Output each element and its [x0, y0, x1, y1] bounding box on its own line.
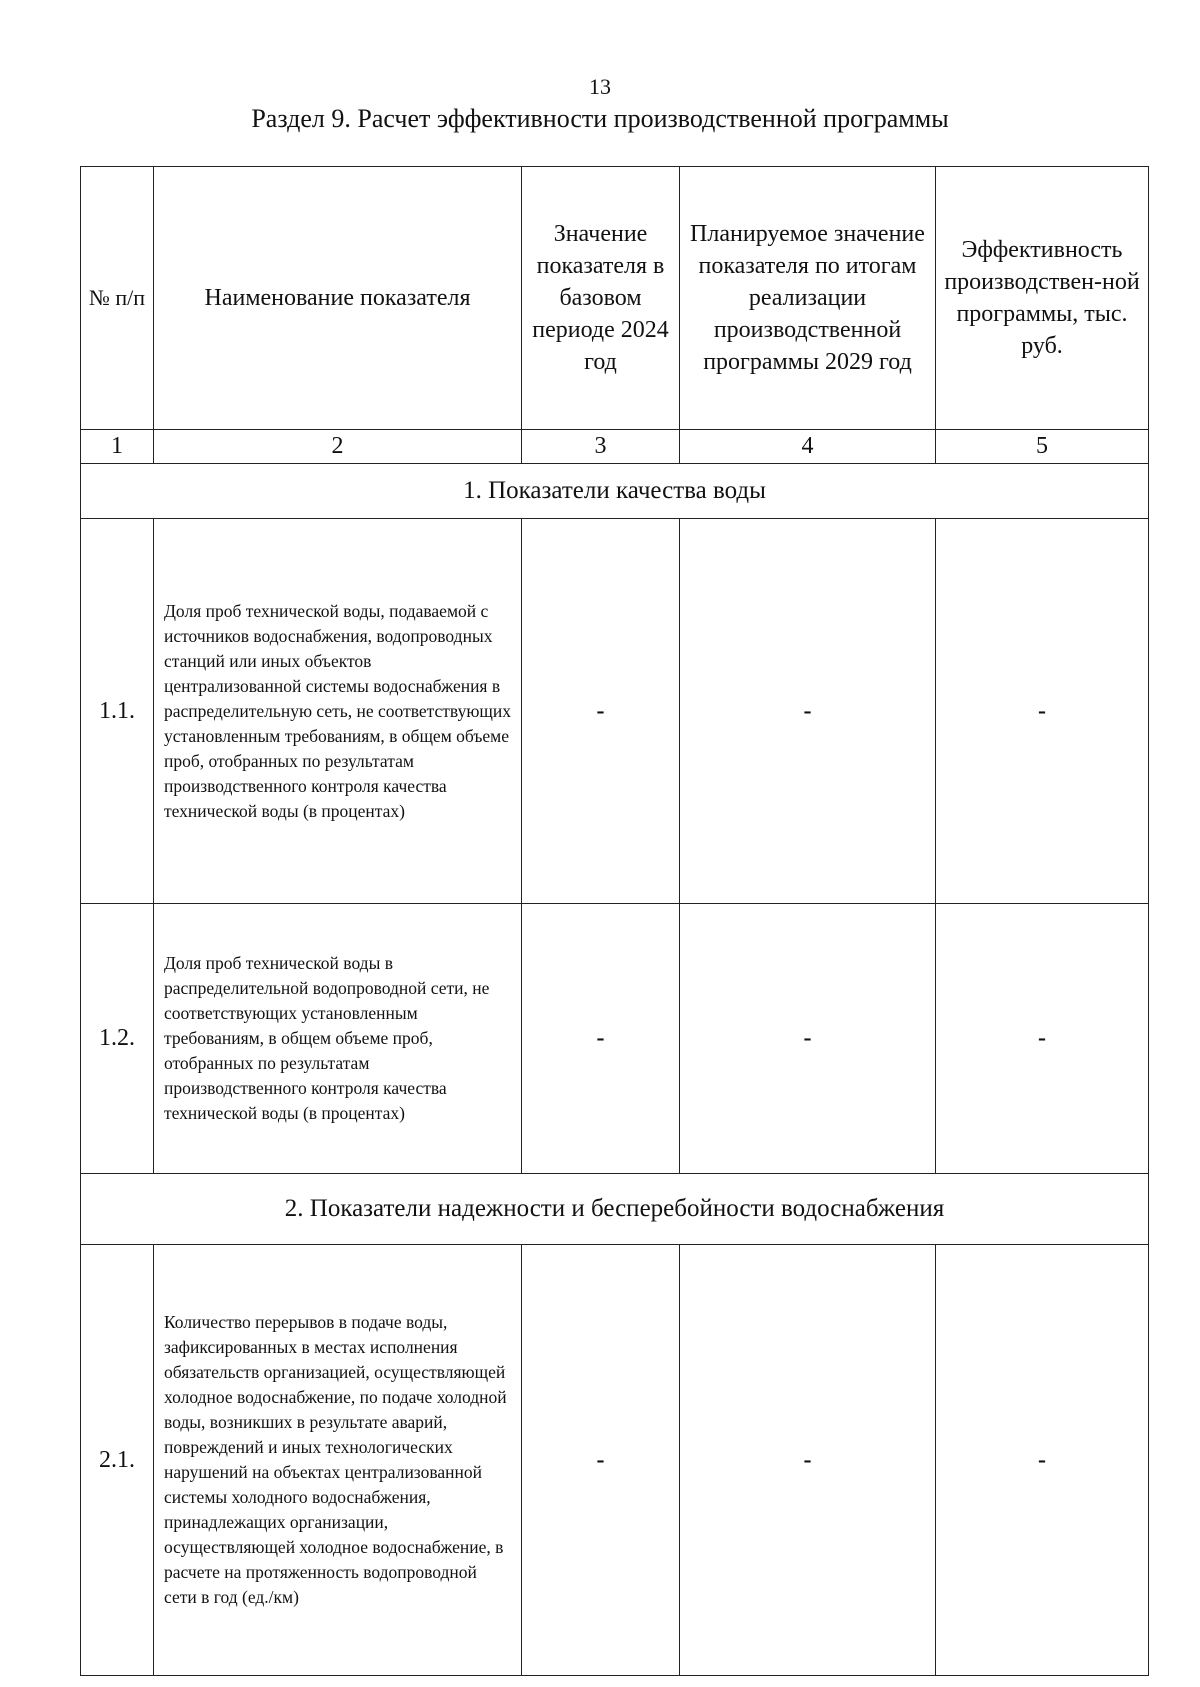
planned-value: -	[680, 519, 936, 904]
efficiency-value: -	[936, 1245, 1149, 1676]
row-number: 1.1.	[81, 519, 154, 904]
efficiency-value: -	[936, 519, 1149, 904]
planned-value: -	[680, 904, 936, 1174]
base-value: -	[522, 904, 680, 1174]
column-number: 2	[154, 430, 522, 464]
indicator-name: Количество перерывов в подаче воды, зафиксированных в местах исполнения обязательств организацией, осуществляющей холодное водоснабжение, по подаче холодной воды, возникших в результате аварий, повреждений и иных технологических нарушений на объектах централизованной системы холодного водоснабжения, принадлежащих организации, осуществляющей холодное водоснабжение, в расчете на протяженность водопроводной сети в год (ед./км)	[154, 1245, 522, 1676]
column-number-row	[81, 430, 1149, 464]
section-title: 2. Показатели надежности и бесперебойности водоснабжения	[81, 1174, 1149, 1245]
header-planned-value: Планируемое значение показателя по итогам реализации производственной программы 2029 год	[680, 167, 936, 430]
header-base-value: Значение показателя в базовом периоде 2024 год	[522, 167, 680, 430]
column-number: 1	[81, 430, 154, 464]
page-title: Раздел 9. Расчет эффективности производственной программы	[251, 104, 949, 133]
column-number: 4	[680, 430, 936, 464]
table-row	[81, 519, 1149, 904]
section-title: 1. Показатели качества воды	[81, 464, 1149, 519]
section-row	[81, 1174, 1149, 1245]
column-number: 5	[936, 430, 1149, 464]
efficiency-value: -	[936, 904, 1149, 1174]
page-number: 13	[589, 74, 611, 99]
header-indicator-name: Наименование показателя	[154, 167, 522, 430]
base-value: -	[522, 519, 680, 904]
table-row	[81, 1245, 1149, 1676]
efficiency-table	[80, 166, 1149, 1676]
table-header-row	[81, 167, 1149, 430]
header-number: № п/п	[81, 167, 154, 430]
column-number: 3	[522, 430, 680, 464]
indicator-name: Доля проб технической воды, подаваемой с источников водоснабжения, водопроводных станций или иных объектов централизованной системы водоснабжения в распределительную сеть, не соответствующих установленным требованиям, в общем объеме проб, отобранных по результатам производственного контроля качества технической воды (в процентах)	[154, 519, 522, 904]
header-efficiency: Эффективность производствен-ной программы, тыс. руб.	[936, 167, 1149, 430]
row-number: 2.1.	[81, 1245, 154, 1676]
section-row	[81, 464, 1149, 519]
indicator-name: Доля проб технической воды в распределительной водопроводной сети, не соответствующих установленным требованиям, в общем объеме проб, отобранных по результатам производственного контроля качества технической воды (в процентах)	[154, 904, 522, 1174]
planned-value: -	[680, 1245, 936, 1676]
table-row	[81, 904, 1149, 1174]
row-number: 1.2.	[81, 904, 154, 1174]
base-value: -	[522, 1245, 680, 1676]
